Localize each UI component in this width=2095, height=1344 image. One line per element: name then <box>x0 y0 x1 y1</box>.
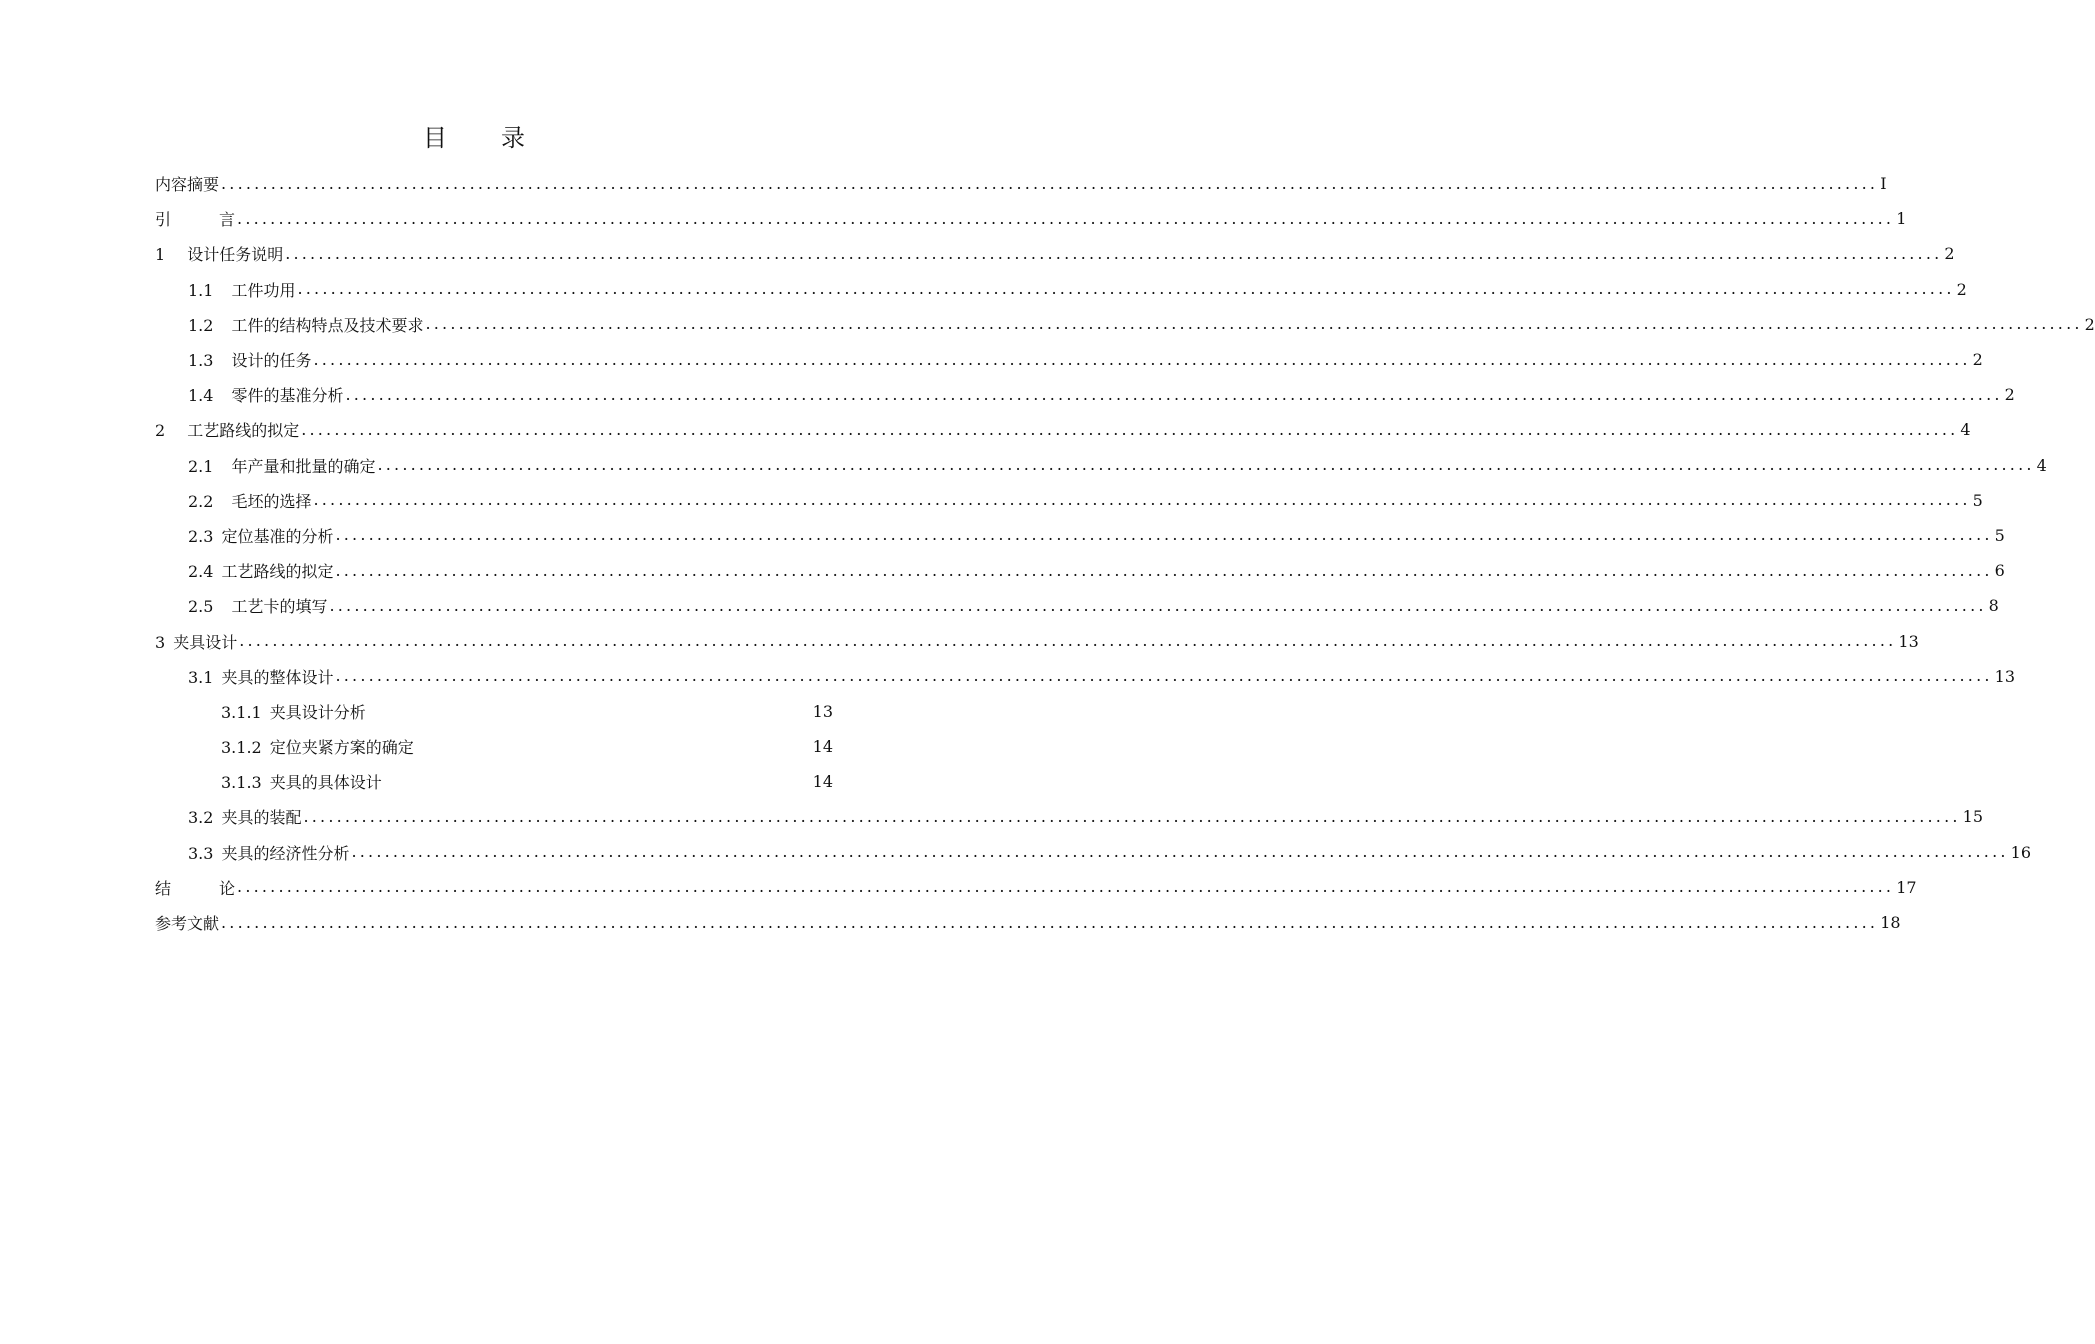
toc-entry[interactable] <box>155 870 1917 905</box>
toc-entry-page: 4 <box>2036 455 2047 475</box>
toc-entry-title: 夹具的经济性分析 <box>221 843 350 863</box>
toc-entry-title: 夹具设计 <box>173 632 238 652</box>
dot-leader: ........................................................................................................................................................................................................ <box>237 208 1895 228</box>
toc-entry-number: 1.2 <box>188 315 214 335</box>
dot-leader: ........................................................................................................................................................................................................ <box>313 490 1971 510</box>
toc-entry-number: 1.1 <box>188 280 214 300</box>
toc-entry-page: 4 <box>1960 420 1971 440</box>
toc-entry-number: 3.1.2 <box>221 738 262 758</box>
toc-entry-page: 15 <box>1962 807 1984 827</box>
dot-leader: ........................................................................................................................................................................................................ <box>297 279 1955 299</box>
dot-leader: ........................................................................................................................................................................................................ <box>329 595 1987 615</box>
dot-leader: ........................................................................................................................................................................................................ <box>335 666 1993 686</box>
toc-entry-title: 定位夹紧方案的确定 <box>269 738 414 758</box>
toc-entry-title: 设计的任务 <box>231 351 312 371</box>
dot-leader: ........................................................................................................................................................................................................ <box>301 419 1959 439</box>
toc-entry-page: 8 <box>1988 596 1999 616</box>
toc-entry-number: 3.2 <box>188 808 214 828</box>
toc-entry[interactable] <box>155 483 1983 518</box>
toc-entry-title: 工艺路线的拟定 <box>187 421 300 441</box>
toc-entry-page: 5 <box>1994 525 2005 545</box>
toc-entry-label <box>155 876 235 899</box>
dot-leader: ........................................................................................................................................................................................................ <box>313 349 1971 369</box>
toc-entry-title: 夹具的装配 <box>221 808 302 828</box>
toc-entry[interactable] <box>155 236 1955 271</box>
toc-entry-title-part: 言 <box>219 210 236 230</box>
toc-entry-page: 5 <box>1972 490 1983 510</box>
dot-leader: ........................................................................................................................................................................................................ <box>345 384 2003 404</box>
dot-leader: ........................................................................................................................................................................................................ <box>425 314 2083 334</box>
toc-entry-label <box>221 735 414 758</box>
toc-entry-page: 1 <box>1896 209 1907 229</box>
toc-entry-label <box>188 383 343 406</box>
toc-entry-label <box>155 911 219 934</box>
toc-entry-label <box>188 559 333 582</box>
toc-entry[interactable] <box>155 272 1967 307</box>
toc-entry-label <box>188 313 423 336</box>
dot-leader: ........................................................................................................................................................................................................ <box>377 455 2035 475</box>
dot-leader: ........................................................................................................................................................................................................ <box>221 912 1879 932</box>
toc-entry-title: 毛坯的选择 <box>231 491 312 511</box>
dot-leader: ........................................................................................................................................................................................................ <box>221 173 1879 193</box>
toc-entry[interactable] <box>155 201 1907 236</box>
toc-entry[interactable] <box>155 377 2015 412</box>
toc-entry[interactable] <box>155 694 833 729</box>
page-title <box>0 118 950 153</box>
toc-entry-number: 3.1.3 <box>221 773 262 793</box>
toc-entry-label <box>188 594 327 617</box>
toc-entry-title: 内容摘要 <box>155 175 220 195</box>
dot-leader: ........................................................................................................................................................................................................ <box>285 243 1943 263</box>
toc-entry-number: 3.1.1 <box>221 702 262 722</box>
toc-entry-page: 2 <box>1972 350 1983 370</box>
toc-entry-number: 2.4 <box>188 562 214 582</box>
toc-entry[interactable] <box>155 412 1971 447</box>
toc-entry[interactable] <box>155 166 1887 201</box>
title-char-left: 目 <box>423 124 449 152</box>
toc-entry-title: 工件功用 <box>231 280 296 300</box>
toc-entry-page: 16 <box>2010 842 2032 862</box>
toc-entry-title: 年产量和批量的确定 <box>231 456 376 476</box>
toc-entry-title: 夹具的具体设计 <box>269 773 382 793</box>
toc-entry-page: 13 <box>1898 631 1919 651</box>
toc-entry-label <box>155 207 235 230</box>
toc-entry-title: 参考文献 <box>155 914 220 934</box>
toc-entry-label <box>188 805 301 828</box>
toc-entry-number: 2.5 <box>188 597 214 617</box>
toc-entry-label <box>188 454 375 477</box>
toc-entry-page: 18 <box>1880 913 1901 933</box>
dot-leader: ........................................................................................................................................................................................................ <box>335 560 1993 580</box>
toc-entry-label <box>155 418 299 441</box>
toc-entry-title: 结 <box>155 878 172 898</box>
toc-entry[interactable] <box>155 659 2016 694</box>
toc-entry-page: 13 <box>1994 666 2016 686</box>
toc-entry-title: 夹具的整体设计 <box>221 667 334 687</box>
toc-entry-page: 6 <box>1994 561 2005 581</box>
toc-entry[interactable] <box>155 835 2032 870</box>
toc-entry-title-part: 论 <box>219 878 236 898</box>
toc-entry-page: 13 <box>812 701 833 721</box>
toc-entry[interactable] <box>155 518 2005 553</box>
toc-entry-title: 工艺卡的填写 <box>231 597 328 617</box>
toc-entry-number: 1 <box>155 245 166 265</box>
toc-entry[interactable] <box>155 764 833 799</box>
toc-entry-number: 2.2 <box>188 491 214 511</box>
dot-leader: ........................................................................................................................................................................................................ <box>303 806 1961 826</box>
toc-entry-page: 17 <box>1896 877 1917 897</box>
title-char-right: 录 <box>501 124 527 152</box>
toc-entry-label <box>188 489 311 512</box>
toc-entry-title: 夹具设计分析 <box>269 702 366 722</box>
toc-entry-number: 3.3 <box>188 843 214 863</box>
toc-entry-page: I <box>1880 174 1887 194</box>
toc-entry-label <box>188 665 333 688</box>
toc-entry-page: 2 <box>2084 314 2095 334</box>
toc-entry-number: 1.4 <box>188 386 214 406</box>
toc-entry-page: 14 <box>812 772 833 792</box>
toc-entry-page: 2 <box>2004 385 2015 405</box>
toc-entry-label <box>221 700 366 723</box>
toc-entry-title: 工艺路线的拟定 <box>221 562 334 582</box>
toc-entry-label <box>188 524 333 547</box>
toc-entry[interactable] <box>155 307 2095 342</box>
toc-entry-label <box>155 630 237 653</box>
toc-entry-number: 1.3 <box>188 351 214 371</box>
table-of-contents <box>155 166 2095 940</box>
toc-entry-number: 2.1 <box>188 456 214 476</box>
toc-entry-label <box>155 242 283 265</box>
toc-entry-number: 3 <box>155 632 166 652</box>
toc-entry[interactable] <box>155 588 1999 623</box>
toc-entry-page: 14 <box>812 737 833 757</box>
toc-entry-title: 工件的结构特点及技术要求 <box>231 315 424 335</box>
toc-entry-title: 引 <box>155 210 172 230</box>
toc-entry[interactable] <box>155 729 833 764</box>
toc-entry-label <box>188 348 311 371</box>
toc-entry[interactable] <box>155 342 1983 377</box>
dot-leader: ........................................................................................................................................................................................................ <box>237 877 1895 897</box>
dot-leader: ........................................................................................................................................................................................................ <box>351 842 2009 862</box>
toc-entry-label <box>188 841 349 864</box>
toc-entry-number: 2.3 <box>188 526 214 546</box>
toc-entry[interactable] <box>155 448 2047 483</box>
dot-leader: ........................................................................................................................................................................................................ <box>335 525 1993 545</box>
dot-leader: ........................................................................................................................................................................................................ <box>239 631 1897 651</box>
toc-entry[interactable] <box>155 553 2005 588</box>
toc-entry-number: 2 <box>155 421 166 441</box>
toc-entry[interactable] <box>155 799 1984 834</box>
toc-entry-label <box>188 278 295 301</box>
toc-entry-title: 零件的基准分析 <box>231 386 344 406</box>
toc-entry-page: 2 <box>1944 244 1955 264</box>
toc-entry-title: 定位基准的分析 <box>221 526 334 546</box>
toc-entry-label <box>155 172 219 195</box>
toc-entry-label <box>221 770 382 793</box>
toc-entry[interactable] <box>155 905 1901 940</box>
toc-entry-page: 2 <box>1956 279 1967 299</box>
toc-entry[interactable] <box>155 623 1919 658</box>
toc-entry-number: 3.1 <box>188 667 214 687</box>
toc-entry-title: 设计任务说明 <box>187 245 284 265</box>
